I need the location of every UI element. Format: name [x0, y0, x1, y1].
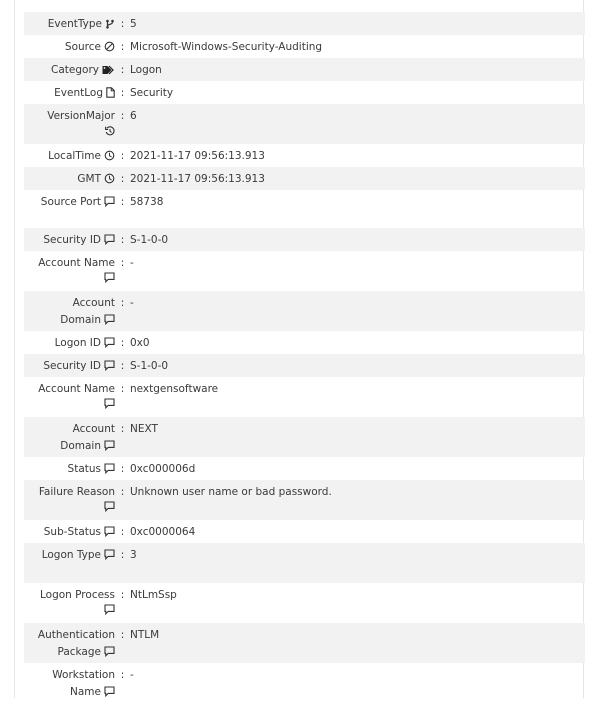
comment-icon: [104, 526, 115, 543]
comment-icon: [24, 604, 115, 621]
field-row-eventlog: [24, 81, 585, 104]
field-value: 0x0: [130, 337, 150, 349]
field-row-account-name: [24, 251, 585, 291]
field-row-source-port: [24, 190, 585, 228]
field-value: 5: [130, 18, 137, 30]
field-separator: :: [120, 234, 125, 246]
field-value: -: [130, 669, 134, 681]
field-value: NtLmSsp: [130, 589, 177, 601]
field-separator: :: [120, 297, 125, 309]
field-row-localtime: [24, 144, 585, 167]
field-separator: :: [120, 463, 125, 475]
comment-icon: [24, 272, 115, 289]
comment-icon: [24, 501, 115, 518]
field-separator: :: [120, 423, 125, 435]
field-separator: :: [120, 549, 125, 561]
comment-icon: [104, 549, 115, 566]
file-icon: [106, 87, 115, 104]
field-value: Microsoft-Windows-Security-Auditing: [130, 41, 323, 53]
block-icon: [104, 41, 115, 58]
field-row-status: [24, 457, 585, 480]
field-row-category: [24, 58, 585, 81]
comment-icon: [104, 646, 115, 663]
field-separator: :: [120, 669, 125, 681]
fork-icon: [105, 18, 115, 35]
field-label: Logon Type: [41, 549, 101, 561]
field-value: S-1-0-0: [130, 360, 169, 372]
field-label: GMT: [77, 173, 101, 185]
tags-icon: [102, 64, 115, 81]
field-label-line2: Domain: [60, 440, 101, 452]
field-row-logon-process: [24, 583, 585, 623]
field-row-eventtype: [24, 12, 585, 35]
field-value: 58738: [130, 196, 164, 208]
field-value: 2021-11-17 09:56:13.913: [130, 173, 265, 185]
field-separator: :: [120, 110, 125, 122]
field-row-logon-id: [24, 331, 585, 354]
field-label: Category: [51, 64, 99, 76]
field-label-line2: Name: [70, 686, 101, 698]
field-row-authentication-package: [24, 623, 585, 663]
field-label: Logon ID: [54, 337, 101, 349]
field-separator: :: [120, 486, 125, 498]
field-separator: :: [120, 150, 125, 162]
clock-icon: [104, 173, 115, 190]
comment-icon: [104, 337, 115, 354]
field-row-account-domain: [24, 291, 585, 331]
comment-icon: [24, 398, 115, 415]
field-row-source: [24, 35, 585, 58]
field-label: Account Name: [38, 257, 115, 269]
field-value: S-1-0-0: [130, 234, 169, 246]
field-separator: :: [120, 196, 125, 208]
field-label: Failure Reason: [38, 486, 115, 498]
field-value: 6: [130, 110, 137, 122]
comment-icon: [104, 463, 115, 480]
field-value: -: [130, 257, 134, 269]
field-value: 2021-11-17 09:56:13.913: [130, 150, 265, 162]
field-label: Security ID: [43, 234, 101, 246]
field-label: Status: [67, 463, 101, 475]
field-label: Account Name: [38, 383, 115, 395]
field-label: Source Port: [40, 196, 101, 208]
field-separator: :: [120, 360, 125, 372]
field-label: Logon Process: [39, 589, 115, 601]
field-separator: :: [120, 41, 125, 53]
comment-icon: [104, 440, 115, 457]
field-label: VersionMajor: [47, 110, 115, 122]
field-label-line1: Account: [72, 423, 115, 435]
field-value: nextgensoftware: [130, 383, 219, 395]
field-value: Logon: [130, 64, 162, 76]
clock-icon: [104, 150, 115, 167]
field-separator: :: [120, 526, 125, 538]
field-separator: :: [120, 589, 125, 601]
field-row-versionmajor: [24, 104, 585, 144]
field-row-gmt: [24, 167, 585, 190]
field-value: Unknown user name or bad password.: [130, 486, 332, 498]
field-value: NEXT: [130, 423, 158, 435]
field-label: Security ID: [43, 360, 101, 372]
field-label: LocalTime: [48, 150, 101, 162]
field-value: Security: [130, 87, 174, 99]
comment-icon: [104, 360, 115, 377]
field-separator: :: [120, 173, 125, 185]
field-separator: :: [120, 383, 125, 395]
field-separator: :: [120, 64, 125, 76]
field-row-workstation-name: [24, 663, 585, 703]
field-separator: :: [120, 18, 125, 30]
field-value: 3: [130, 549, 137, 561]
field-separator: :: [120, 87, 125, 99]
field-value: NTLM: [130, 629, 160, 641]
field-label-line2: Package: [57, 646, 101, 658]
field-label-line2: Domain: [60, 314, 101, 326]
field-value: 0xc0000064: [130, 526, 196, 538]
event-details-panel: [14, 0, 584, 698]
field-label-line1: Authentication: [37, 629, 115, 641]
field-label: EventType: [47, 18, 102, 30]
comment-icon: [104, 196, 115, 213]
field-label: Source: [64, 41, 101, 53]
field-separator: :: [120, 629, 125, 641]
comment-icon: [104, 234, 115, 251]
field-label-line1: Account: [72, 297, 115, 309]
event-fields-list: [24, 12, 585, 703]
field-value: -: [130, 297, 134, 309]
comment-icon: [104, 686, 115, 703]
comment-icon: [104, 314, 115, 331]
field-row-security-id: [24, 354, 585, 377]
history-icon: [24, 125, 115, 142]
field-label: EventLog: [54, 87, 103, 99]
field-label-line1: Workstation: [52, 669, 115, 681]
field-separator: :: [120, 257, 125, 269]
field-row-logon-type: [24, 543, 585, 583]
field-separator: :: [120, 337, 125, 349]
field-row-account-domain: [24, 417, 585, 457]
field-row-sub-status: [24, 520, 585, 543]
field-row-security-id: [24, 228, 585, 251]
field-label: Sub-Status: [43, 526, 101, 538]
field-value: 0xc000006d: [130, 463, 196, 475]
field-row-account-name: [24, 377, 585, 417]
field-row-failure-reason: [24, 480, 585, 520]
